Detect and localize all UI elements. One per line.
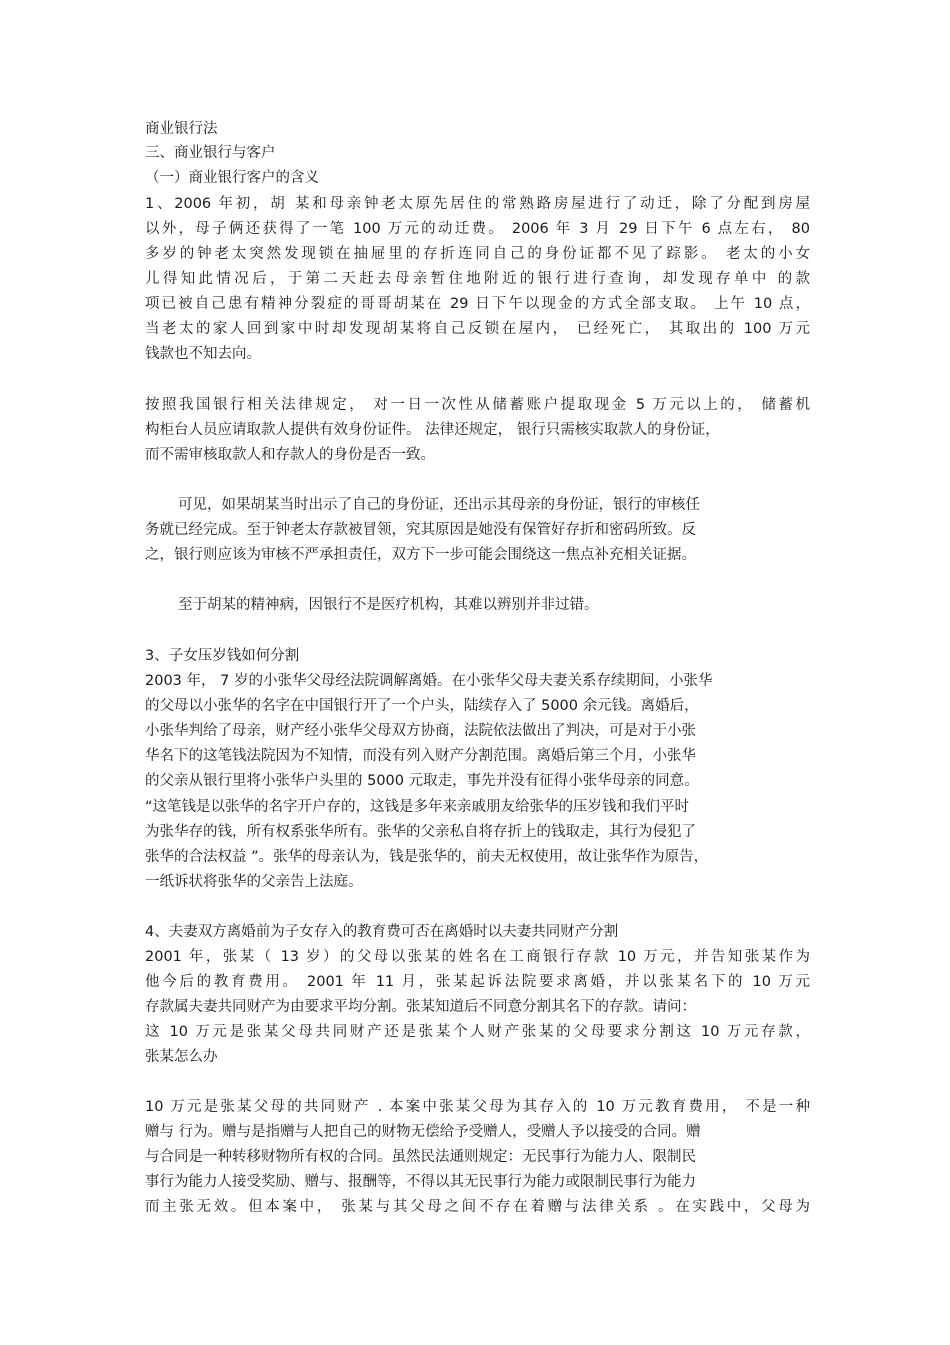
text-line: 的父母以小张华的名字在中国银行开了一个户头，陆续存入了 5000 余元钱。离婚后， xyxy=(145,698,699,714)
section-heading: 3、子女压岁钱如何分割 xyxy=(145,648,300,664)
text-line: 这 10 万元是张某父母共同财产还是张某个人财产张某的父母要求分割这 10 万元存款， xyxy=(145,1024,810,1040)
text-line: 而不需审核取款人和存款人的身份是否一致。 xyxy=(145,447,435,463)
text-line: 可见，如果胡某当时出示了自己的身份证，还出示其母亲的身份证，银行的审核任 xyxy=(178,497,700,513)
text-line: 小张华判给了母亲，财产经小张华父母双方协商，法院依法做出了判决，可是对于小张 xyxy=(145,723,696,739)
text-line: 至于胡某的精神病，因银行不是医疗机构，其难以辨别并非过错。 xyxy=(178,597,599,613)
text-line: 华名下的这笔钱法院因为不知情，而没有列入财产分割范围。离婚后第三个月，小张华 xyxy=(145,748,696,764)
text-line: 按照我国银行相关法律规定， 对一日一次性从储蓄账户提取现金 5 万元以上的， 储蓄机 xyxy=(145,397,810,413)
text-line: 的父亲从银行里将小张华户头里的 5000 元取走，事先并没有征得小张华母亲的同意。 xyxy=(145,773,699,789)
subsection-heading: （一）商业银行客户的含义 xyxy=(145,170,319,186)
text-line: 务就已经完成。至于钟老太存款被冒领，究其原因是她没有保管好存折和密码所致。反 xyxy=(145,522,696,538)
text-line: 2001 年，张某（ 13 岁）的父母以张某的姓名在工商银行存款 10 万元，并告知张某作为 xyxy=(145,949,810,965)
text-line: 他今后的教育费用。 2001 年 11 月，张某起诉法院要求离婚，并以张某名下的 10 万元 xyxy=(145,974,810,990)
text-line: 之，银行则应该为审核不严承担责任，双方下一步可能会围绕这一焦点补充相关证据。 xyxy=(145,547,696,563)
text-line: 2003 年， 7 岁的小张华父母经法院调解离婚。在小张华父母夫妻关系存续期间，小张华 xyxy=(145,673,713,689)
text-line: 1、2006 年初，胡 某和母亲钟老太原先居住的常熟路房屋进行了动迁，除了分配到房屋 xyxy=(145,196,810,212)
text-line: 钱款也不知去向。 xyxy=(145,346,261,362)
text-line: 多岁的钟老太突然发现锁在抽屉里的存折连同自己的身份证都不见了踪影。 老太的小女 xyxy=(145,246,810,262)
text-line: 事行为能力人接受奖励、赠与、报酬等，不得以其无民事行为能力或限制民事行为能力 xyxy=(145,1174,696,1190)
text-line: 儿得知此情况后，于第二天赶去母亲暂住地附近的银行进行查询，却发现存单中 的款 xyxy=(145,271,810,287)
text-line: 赠与 行为。赠与是指赠与人把自己的财物无偿给予受赠人，受赠人予以接受的合同。赠 xyxy=(145,1124,701,1140)
text-line: 为张华存的钱，所有权系张华所有。张华的父亲私自将存折上的钱取走，其行为侵犯了 xyxy=(145,824,696,840)
text-line: 与合同是一种转移财物所有权的合同。虽然民法通则规定：无民事行为能力人、限制民 xyxy=(145,1149,696,1165)
section-heading: 4、夫妻双方离婚前为子女存入的教育费可否在离婚时以夫妻共同财产分割 xyxy=(145,924,619,940)
text-line: 张华的合法权益 ”。张华的母亲认为，钱是张华的，前夫无权使用，故让张华作为原告， xyxy=(145,849,709,865)
text-line: 项已被自己患有精神分裂症的哥哥胡某在 29 日下午以现金的方式全部支取。 上午 10 点， xyxy=(145,296,810,312)
document-title: 商业银行法 xyxy=(145,121,218,137)
text-line: 当老太的家人回到家中时却发现胡某将自己反锁在屋内， 已经死亡， 其取出的 100 万元 xyxy=(145,321,810,337)
text-line: 存款属夫妻共同财产为由要求平均分割。张某知道后不同意分割其名下的存款。请问： xyxy=(145,999,696,1015)
text-line: 一纸诉状将张华的父亲告上法庭。 xyxy=(145,874,363,890)
text-line: 以外，母子俩还获得了一笔 100 万元的动迁费。 2006 年 3 月 29 日下午 6 点左右， 80 xyxy=(145,221,810,237)
text-line: 构柜台人员应请取款人提供有效身份证件。 法律还规定， 银行只需核实取款人的身份证， xyxy=(145,422,720,438)
text-line: “这笔钱是以张华的名字开户存的，这钱是多年来亲戚朋友给张华的压岁钱和我们平时 xyxy=(145,799,690,815)
section-heading: 三、商业银行与客户 xyxy=(145,145,276,161)
text-line: 而主张无效。但本案中， 张某与其父母之间不存在着赠与法律关系 。在实践中，父母为 xyxy=(145,1199,810,1215)
text-line: 张某怎么办 xyxy=(145,1049,218,1065)
text-line: 10 万元是张某父母的共同财产 . 本案中张某父母为其存入的 10 万元教育费用， 不是一种 xyxy=(145,1099,810,1115)
